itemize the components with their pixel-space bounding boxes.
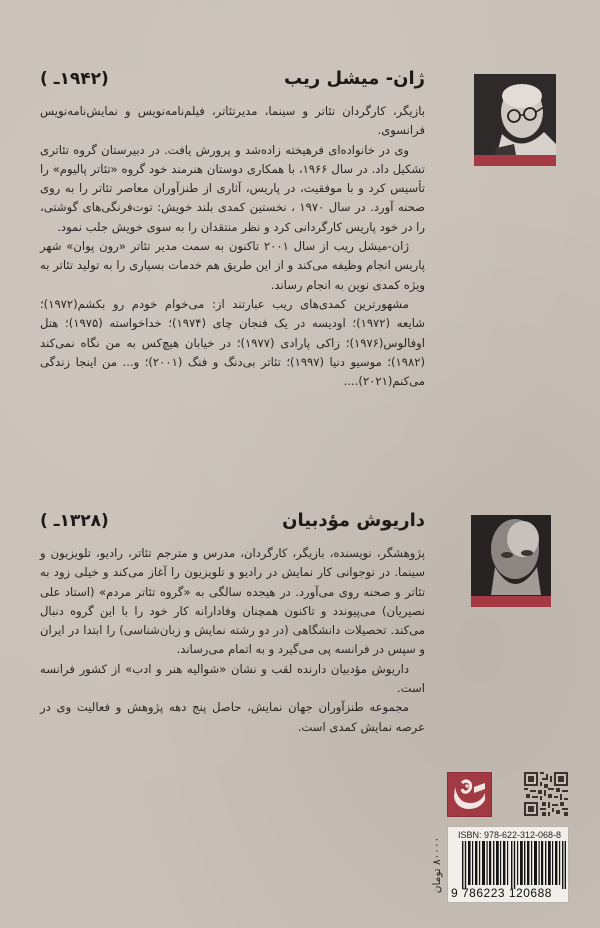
price-text: ۸۰۰۰۰ تومان [431,836,444,894]
publisher-logo-icon [447,772,492,817]
portrait-icon [471,515,551,607]
author-years: (۱۹۴۲ـ ) [40,69,109,89]
bio-paragraph: مشهورترین کمدی‌های ریب عبارتند از: می‌خوام خودم رو بکشم(۱۹۷۲)؛ شایعه (۱۹۷۲)؛ اودیسه در یک فنجان چای (۱۹۷۴)؛ خداخواسته (۱۹۷۵)؛ هتل اوفالوس(۱۹۷۶)؛ زاکی پارادی (۱۹۷۷)؛ در خیابان هیچ‌کس به من نگاه نمی‌کند (۱۹۸۲)؛ موسیو دنیا (۱۹۹۷)؛ تئاتر بی‌دنگ و فنگ (۲۰۰۱)؛ و... من اینجا زندگی می‌کنم(۲۰۲۱).... [40,296,425,389]
barcode-icon [462,841,566,889]
photo-accent-bar [471,596,551,607]
bio-paragraph: وی در خانواده‌ای فرهیخته زاده‌شد و پرورش یافت. در دبیرستان گروه تئاتری تشکیل داد. در سال ۱۹۶۶، با همکاری دوستان هنرمند خود گروه «تئاتر پالیوم» را تأسیس کرد و با موفقیت، در پاریس، آثاری از طنزآوران معاصر تئاتر را به روی صحنه آورد. در سال ۱۹۷۰ ، نخستین کمدی بلند خویش: توت‌فرنگی‌های گوشتی، را در خود پاریس کارگردانی کرد و نظر منتقدان را به سوی خویش جلب نمود. [40,142,426,234]
author-name: ژان- میشل ریب [284,68,425,89]
author-name: داریوش مؤدبیان [282,510,425,531]
isbn-barcode [447,826,569,903]
ean-digits: 9 786223 120688 [451,886,552,900]
portrait-icon [474,74,556,166]
photo-accent-bar [474,155,556,166]
author-header [40,510,425,540]
author-bio-moaddabian [40,510,425,737]
qr-code-icon [524,772,568,816]
author-bio-ribes [40,68,425,391]
price-label [428,826,446,904]
author-years: (۱۳۲۸ـ ) [40,511,109,531]
bio-paragraph: بازیگر، کارگردان تئاتر و سینما، مدیرتئاتر، فیلم‌نامه‌نویس و نمایش‌نامه‌نویس فرانسوی. [40,104,425,138]
isbn-label: ISBN: 978-622-312-068-8 [458,830,562,840]
author-photo-moaddabian [471,515,551,607]
author-header [40,68,425,98]
author-photo-ribes [474,74,556,166]
bio-paragraph: ژان-میشل ریب از سال ۲۰۰۱ تاکنون به سمت مدیر تئاتر «رون پوان» شهر پاریس انجام وظیفه می‌کند و از این طریق هم خدمات بسیاری را به تولید تئاتر به ویژه کمدی نوین به انجام رساند. [40,239,425,292]
bio-paragraph: پژوهشگر، نویسنده، بازیگر، کارگردان، مدرس و مترجم تئاتر، رادیو، تلویزیون و سینما. در نوجوانی کار نمایش در رادیو و تلویزیون را آغاز می‌کند و خیلی زود به تئاتر و صحنه روی می‌آورد. در هیجده سالگی به «گروه تئاتر مردم» (استاد علی نصیریان) می‌پیوندد و تاکنون همچنان وفادارانه کار خود را با این گروه دنبال می‌کند. تحصیلات دانشگاهی (در دو رشته نمایش و زبان‌شناسی) را ابتدا در ایران و سپس در فرانسه پی می‌گیرد و به اتمام می‌رساند. [40,546,425,657]
bio-paragraph: مجموعه طنزآوران جهان نمایش، حاصل پنج دهه پژوهش و فعالیت وی در عرصه نمایش کمدی است. [40,700,425,734]
bio-paragraph: داریوش مؤدبیان دارنده لقب و نشان «شوالیه هنر و ادب» از کشور فرانسه است. [40,661,425,696]
